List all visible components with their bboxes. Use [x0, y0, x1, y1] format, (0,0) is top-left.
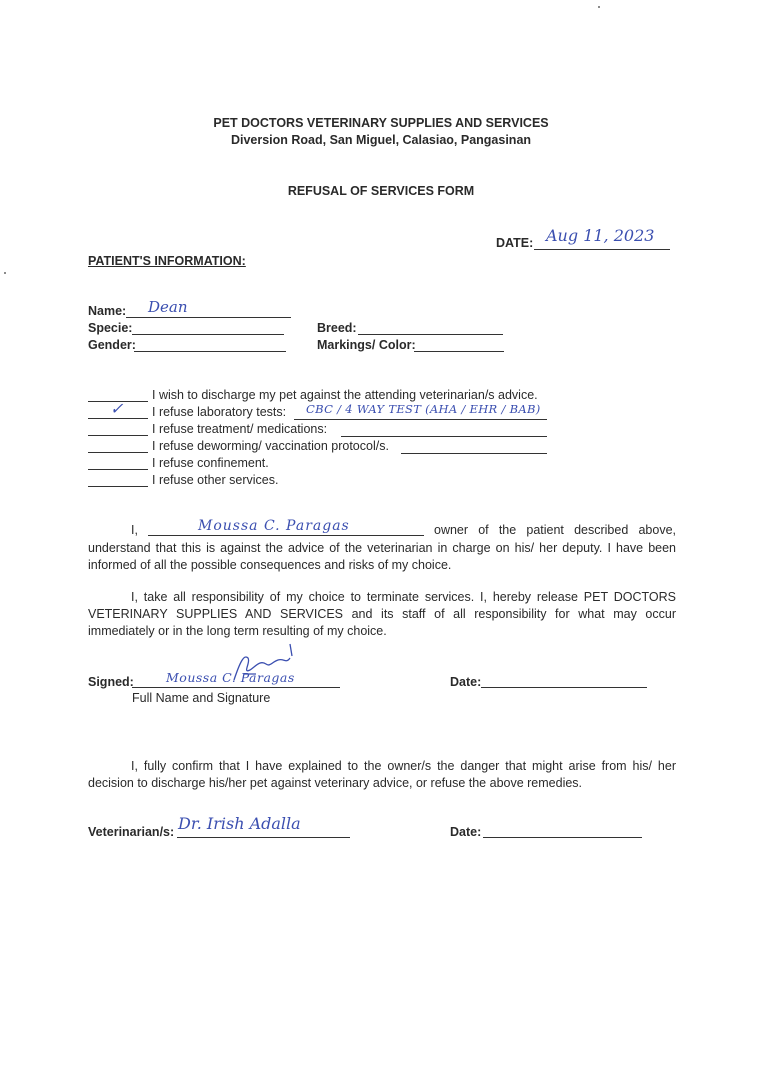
form-title: REFUSAL OF SERVICES FORM	[287, 184, 475, 198]
statement-first-line: owner of the patient described above,	[434, 523, 676, 537]
option-deworming	[88, 439, 558, 456]
responsibility-paragraph: I, take all responsibility of my choice to terminate services. I, hereby release PET DOCTORS VETERINARY SUPPLIES AND SERVICES and its staff of all responsibility for what may occur immediately or in the long term resulting of my choice.	[88, 590, 676, 638]
treatment-line	[341, 422, 547, 437]
markings-label: Markings/ Color:	[317, 338, 416, 352]
veterinarian-value: Dr. Irish Adalla	[178, 814, 301, 833]
vet-date-label: Date:	[450, 825, 482, 839]
specie-label: Specie:	[88, 321, 133, 335]
deworming-line	[401, 439, 547, 454]
company-address: Diversion Road, San Miguel, Calasiao, Pangasinan	[230, 133, 532, 147]
breed-label: Breed:	[317, 321, 357, 335]
option-blank	[88, 456, 148, 470]
gender-label: Gender:	[88, 338, 136, 352]
date-label: DATE:	[496, 236, 534, 250]
owner-date-label: Date:	[450, 675, 482, 689]
option-text: I refuse deworming/ vaccination protocol/s.	[152, 439, 389, 453]
option-blank	[88, 473, 148, 487]
owner-name-value: Moussa C. Paragas	[198, 518, 350, 534]
option-confinement	[88, 456, 558, 473]
signed-label: Signed:	[88, 675, 134, 689]
company-name: PET DOCTORS VETERINARY SUPPLIES AND SERVICES	[213, 116, 549, 130]
breed-line	[358, 320, 503, 335]
specie-line	[132, 320, 284, 335]
signature-caption: Full Name and Signature	[132, 691, 271, 705]
signed-value: Moussa C. Paragas	[166, 670, 295, 685]
owner-signature-mark	[226, 640, 306, 688]
option-other	[88, 473, 558, 490]
option-text: I refuse laboratory tests:	[152, 405, 287, 419]
scan-speck	[598, 6, 600, 8]
option-text: I refuse confinement.	[152, 456, 269, 470]
vet-date-line	[483, 823, 642, 838]
statement-body: understand that this is against the advice of the veterinarian in charge on his/ her deputy. I have been informed of all the possible consequences and risks of my choice.	[88, 541, 676, 572]
owner-date-line	[481, 673, 647, 688]
check-mark: ✓	[110, 399, 124, 418]
gender-line	[134, 337, 286, 352]
name-label: Name:	[88, 304, 127, 318]
option-text: I refuse treatment/ medications:	[152, 422, 328, 436]
statement-prefix: I,	[131, 523, 138, 537]
option-treatment	[88, 422, 558, 439]
date-value: Aug 11, 2023	[546, 226, 655, 245]
patient-section-title: PATIENT'S INFORMATION:	[88, 254, 246, 268]
option-blank	[88, 422, 148, 436]
lab-tests-value: CBC / 4 WAY TEST (AHA / EHR / BAB)	[306, 402, 541, 416]
option-text: I wish to discharge my pet against the attending veterinarian/s advice.	[152, 388, 538, 402]
name-value: Dean	[148, 298, 188, 316]
veterinarian-label: Veterinarian/s:	[88, 825, 175, 839]
option-lab-tests	[88, 399, 558, 422]
markings-line	[414, 337, 504, 352]
scan-speck	[4, 272, 6, 274]
option-blank	[88, 439, 148, 453]
confirmation-paragraph: I, fully confirm that I have explained to the owner/s the danger that might arise from his/ her decision to discharge his/her pet against veterinary advice, or refuse the above remedies.	[88, 759, 676, 790]
option-text: I refuse other services.	[152, 473, 279, 487]
